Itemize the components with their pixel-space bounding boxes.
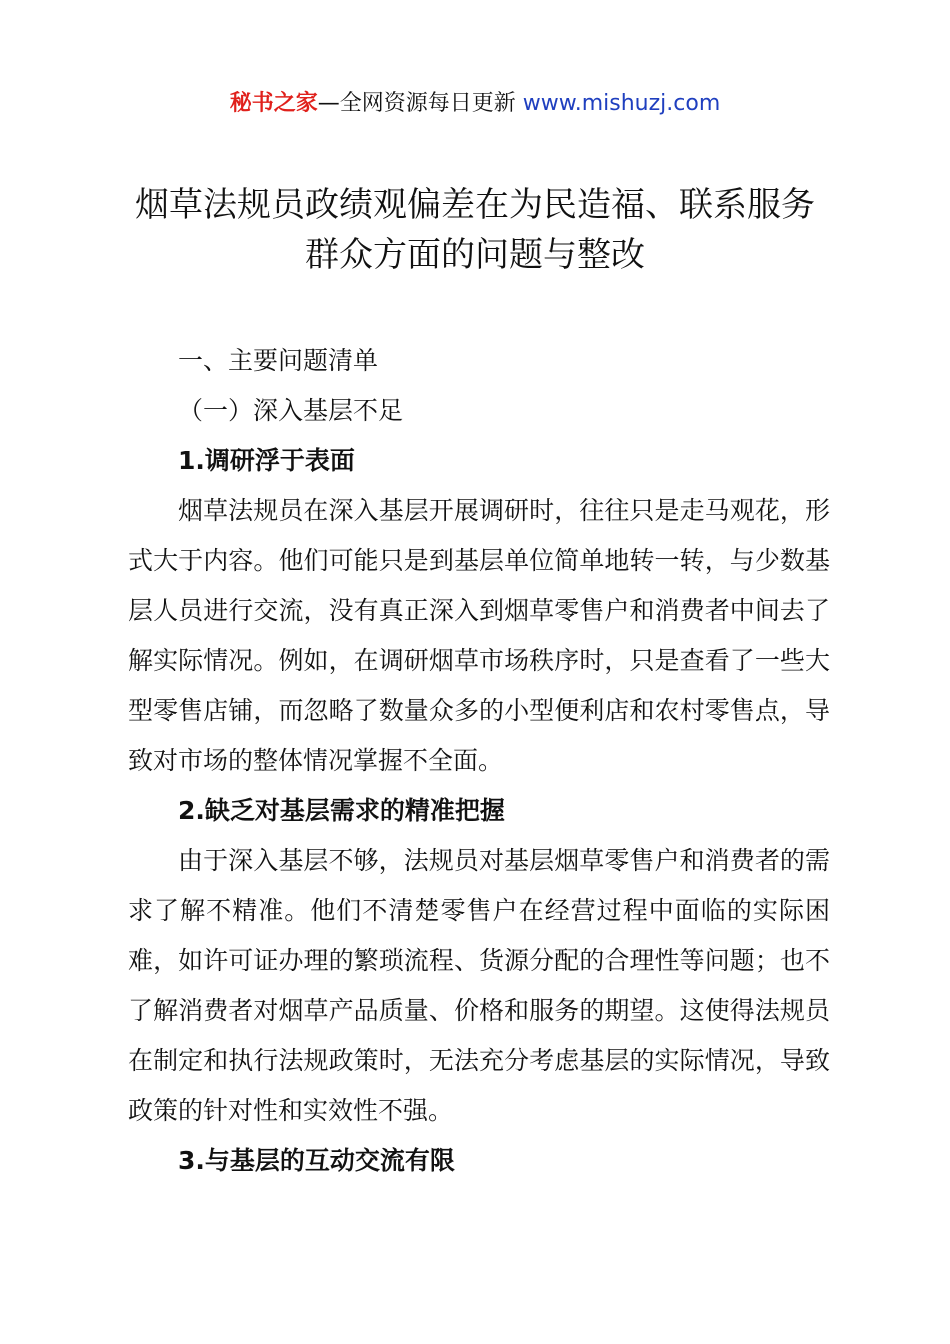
site-url-link[interactable]: www.mishuzj.com (522, 91, 721, 116)
item-body-2: 由于深入基层不够，法规员对基层烟草零售户和消费者的需求了解不精准。他们不清楚零售户在经营过程中面临的实际困难，如许可证办理的繁琐流程、货源分配的合理性等问题；也不了解消费者对烟草产品质量、价格和服务的期望。这使得法规员在制定和执行法规政策时，无法充分考虑基层的实际情况，导致政策的针对性和实效性不强。 (128, 846, 830, 1125)
document-body (128, 336, 830, 1186)
header-slogan: —全网资源每日更新 (317, 91, 523, 116)
document-title (100, 180, 850, 280)
item-heading-3: 3.与基层的互动交流有限 (178, 1146, 455, 1175)
item-body-1: 烟草法规员在深入基层开展调研时，往往只是走马观花，形式大于内容。他们可能只是到基层单位简单地转一转，与少数基层人员进行交流，没有真正深入到烟草零售户和消费者中间去了解实际情况。例如，在调研烟草市场秩序时，只是查看了一些大型零售店铺，而忽略了数量众多的小型便利店和农村零售点，导致对市场的整体情况掌握不全面。 (128, 496, 830, 775)
item-heading-1: 1.调研浮于表面 (178, 446, 355, 475)
site-header (0, 88, 950, 120)
title-line-2: 群众方面的问题与整改 (305, 235, 645, 275)
brand-name: 秘书之家 (229, 91, 318, 116)
item-heading-2: 2.缺乏对基层需求的精准把握 (178, 796, 505, 825)
subsection-heading: （一）深入基层不足 (178, 396, 404, 425)
title-line-1: 烟草法规员政绩观偏差在为民造福、联系服务 (135, 185, 815, 225)
section-heading: 一、主要问题清单 (178, 346, 379, 375)
